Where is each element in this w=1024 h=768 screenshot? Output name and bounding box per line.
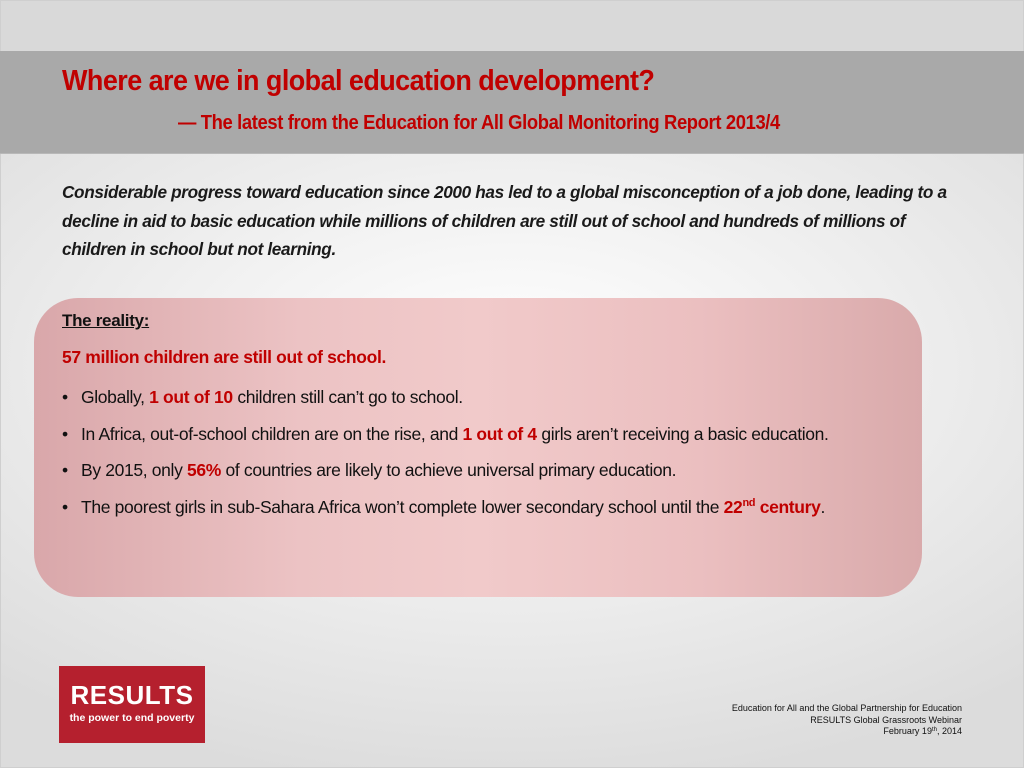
footer-date-main: February 19 — [883, 726, 932, 736]
bullet-highlight: 1 out of 4 — [462, 423, 537, 444]
intro-paragraph: Considerable progress toward education since 2000 has led to a global misconception of a job done, leading to a decline in aid to basic education while millions of children are still out of school and hundreds of millions of children in school but not learning. — [62, 182, 947, 259]
highlight-word: century — [755, 496, 821, 517]
reality-headline: 57 million children are still out of school. — [62, 347, 386, 367]
bullet-item — [62, 493, 902, 522]
bullet-text: By 2015, only — [81, 460, 188, 480]
bullet-icon: • — [62, 496, 68, 517]
highlight-number: 22 — [723, 496, 743, 517]
top-strip — [1, 1, 1023, 51]
bullet-text: girls aren’t receiving a basic education. — [536, 423, 829, 444]
footer-line-1: Education for All and the Global Partnership for Education — [731, 703, 962, 713]
logo-tagline: the power to end poverty — [69, 712, 195, 724]
bullet-item — [62, 383, 902, 412]
reality-heading: The reality: — [62, 311, 150, 330]
slide-title: Where are we in global education development? — [62, 65, 655, 97]
footer-date-year: , 2014 — [936, 726, 962, 736]
bullet-item — [62, 456, 902, 485]
bullet-text: children still can’t go to school. — [232, 387, 463, 407]
bullet-text: Globally, — [81, 387, 150, 407]
footer-date-suffix: th — [931, 727, 937, 733]
slide-subtitle: — The latest from the Education for All Global Monitoring Report 2013/4 — [178, 112, 780, 134]
bullet-highlight — [724, 497, 821, 517]
logo-wordmark: RESULTS — [70, 680, 194, 710]
bullet-icon: • — [62, 460, 68, 480]
bullet-icon: • — [62, 423, 68, 444]
results-logo — [59, 666, 205, 743]
footer-date — [732, 726, 962, 738]
bullet-text: In Africa, out-of-school children are on the rise, and — [81, 423, 463, 444]
bullet-highlight: 1 out of 10 — [149, 387, 233, 407]
bullet-highlight: 56% — [187, 460, 221, 480]
bullet-text: of countries are likely to achieve universal primary education. — [221, 460, 677, 480]
ordinal-suffix: nd — [742, 496, 756, 509]
footer-info — [732, 703, 962, 738]
reality-bullet-list — [62, 383, 902, 529]
bullet-icon: • — [62, 387, 68, 407]
bullet-text: . — [820, 496, 825, 517]
footer-line-2: RESULTS Global Grassroots Webinar — [810, 714, 962, 725]
bullet-item — [62, 420, 902, 449]
bullet-text: The poorest girls in sub-Sahara Africa won’t complete lower secondary school until the — [81, 496, 724, 517]
